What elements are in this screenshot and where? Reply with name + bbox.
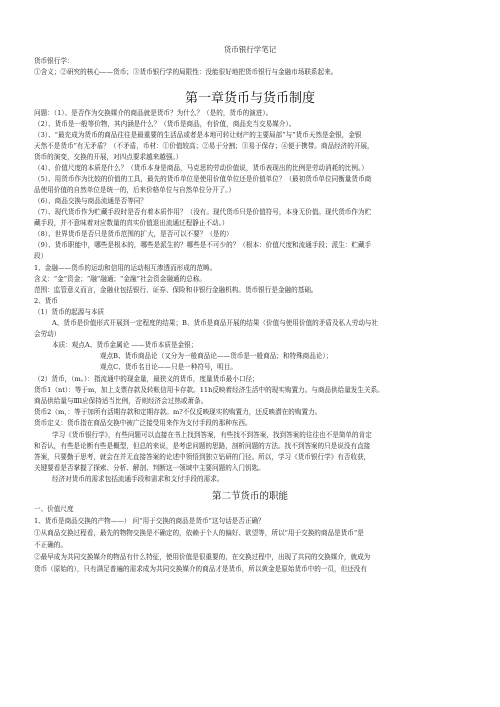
finance-line: 1、金融——货币的运动和信用的运动相互渗透而形成的范畴。	[34, 264, 217, 272]
money-subheading: （1）货币的起源与本质	[34, 308, 105, 316]
question-line: （7）、现代货币作为贮藏手段时是否有着本质作用？（没有。现代货币只是价值符号，本身无价值。现代货币作为贮	[34, 208, 372, 216]
question-line: （5）、用货币作为比较的价值的工具，最先的货币单位是使用价值单位还是价值单位？（最初货币单位同衡量货币商	[34, 175, 372, 183]
question-line: 藏手段，并不意味着对应数量的真实价值退出流通过程静止不动。）	[34, 219, 229, 227]
question-line: 品使用价值的自然单位是统一的，后来价格单位与自然单位分开了。）	[34, 186, 236, 194]
question-line: 货币的演变，交换的开展，对四点要求越来越强。）	[34, 153, 183, 161]
finance-line: 范围：监管意义而言，金融业包括银行、证券、保险和非银行金融机构。货币银行是金融的基础。	[34, 286, 318, 294]
function-line: 货币（原始的），只有满足普遍的需求成为共同交换媒介的商品才是货币，所以黄金是原始货币中的一员，但还没有	[34, 565, 367, 573]
study-line: 和否认，有些是论断有些是概型，但总的来说，是考虑问题的思路，剖析问题的方法。找不到答案的只是说没有直接	[34, 442, 371, 450]
question-line: 问题：（1）、是否作为交换媒介的商品就是货币？为什么？（是的，货币的演进）。	[34, 109, 273, 117]
section-title: 第二节货币的职能	[211, 491, 288, 502]
form-line: 货币1（nt）：等于m，加上支票存款及转帐信用卡存款。11h反映着经济生活中的现实购置力。与商品供给量发生关系。	[34, 386, 384, 394]
question-line: （4）、价值尺度的本质是什么？（货币本身是商品，马克思的劳动价值说，货币表现出的比例是劳动消耗的比例。）	[34, 164, 368, 172]
form-line: 货币2（m，：等于加所有活期存款和定期存款。m?不仅反映现实的购置力，还反映潜在的购置力。	[34, 408, 322, 416]
function-line: ①从商品交换过程看，最先的物物交换是不确定的，依赖于个人的偏好、欲望等，所以“用于交换的商品是货币”是	[34, 529, 364, 537]
question-line: （3）、“最充成为货币的商品往往是最重要的生活品或者是本地可转让财产的主要局部”与“货币天然是金银，金银	[34, 131, 362, 139]
study-line: 关键要看是否掌握了探索、分析、解剖、判断这一领域中主要问题的入门钥匙。	[34, 464, 265, 472]
money-line: A、货币是价值形式开展到一定程度的结果；B、货币是商品开展的结果（价值与使用价值的矛盾及私人劳动与社	[52, 319, 379, 327]
essence-view-b: 观点B、货币商品论（又分为一般商品论——货币是一般商品；和特殊商品论）；	[100, 352, 333, 360]
question-line: （9）、货币职能中，哪些是根本的，哪些是派生的？哪些是不可少的？（根本：价值尺度和流通手段；派生：贮藏手	[34, 241, 372, 249]
function-line: 1、货币是商品交换的产物——） 问“用于交换的商品是货币”这句话是否正确？	[34, 517, 265, 525]
form-line: （2）货币，（m。）：指流通中的现金量，最狭义的货币，度量货币最小口径；	[34, 375, 259, 383]
study-line: 学习《货币银行学》，有些问题可以直接在书上找到答案，有些找不到答案，找到答案的往往也不是简单的肯定	[52, 431, 372, 439]
essence-view-c: 观点C、货币名目论——只是一种符号，明目。	[100, 363, 237, 371]
form-line: 商品供给量与Ⅲl应保持适当比例，否则经济会过热或萧条。	[34, 397, 208, 405]
document-title: 货币银行学笔记	[223, 45, 277, 54]
function-line: 不正确的。	[34, 541, 67, 549]
chapter-title: 第一章货币与货币制度	[184, 91, 315, 106]
question-line: 段）	[34, 252, 48, 260]
question-line: 天然不是货币”有无矛盾？（不矛盾，币材：①价值较高；②易于分割；③易于保存；④便于携带。商品经济的开展，	[34, 142, 374, 150]
question-line: （8）、世界货币是否只是货币范围的扩大，是否可以不要？（是的）	[34, 230, 233, 238]
form-line: 货币定义：货币指在商品交换中被广泛接受用来作为支付手段的那种东西。	[34, 419, 252, 427]
money-heading: 2、货币	[34, 297, 58, 305]
intro-line: 货币银行学：	[34, 57, 74, 65]
money-line: 会劳动）	[34, 330, 61, 338]
essence-label: 本质：观点A、货币金属论 ——货币本质是金银；	[52, 341, 198, 349]
study-line: 答案，只要勤于思考，就会在并无直接答案的论述中领悟到独立钻研的门径。所以，学习《货币银行学》有否收获，	[34, 453, 371, 461]
study-line: 经济对货币的需求包括流通手段和需求和支付手段的需求。	[52, 475, 224, 483]
question-line: （6）、商品交换与商品流通是否等同？	[34, 197, 147, 205]
finance-line: 含义：“金”资金；“融”融通；“金融”社会资金融通的总称。	[34, 275, 206, 283]
function-line: ②最早成为共同交换媒介的物品有什么特征，使用价值是很重要的，在交换过程中，出现了共同的交换媒介，就成为	[34, 553, 371, 561]
function-line: 一、价值尺度	[34, 505, 74, 513]
intro-line: ①含义；②研究的核心——货币；③货币银行学的局限性：没能很好地把货币银行与金融市场联系起来。	[34, 68, 338, 76]
question-line: （2）、货币是一般等价物，其内涵是什么？（货币是商品，有价值，商品充当交易媒介）。	[34, 120, 296, 128]
